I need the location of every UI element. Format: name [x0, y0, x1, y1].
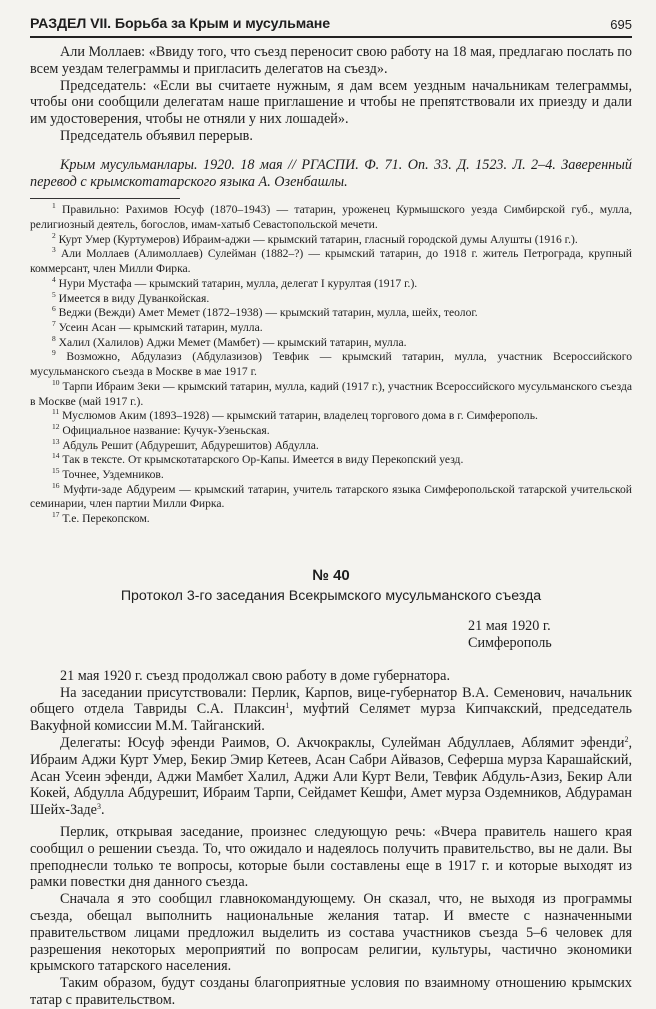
body-paragraph: 21 мая 1920 г. съезд продолжал свою работу в доме губернатора.	[60, 667, 450, 684]
footnote-divider	[30, 198, 180, 199]
body-paragraph: Делегаты: Юсуф эфенди Раимов, О. Акчокраклы, Сулейман Абдуллаев, Аблямит эфенди$^2$, Ибраим Аджи Курт Умер, Бекир Эмир Кетеев, Асан Сабри Айвазов, Сеферша мурза Карашайский, Асан Усеин эфенди, Аджи Мамбет Халил, Аджи Али Курт Вели, Тевфик Абдуль-Азиз, Бекир Али Кокей, Абдулла Абдурешит, Ибраим Тарпи, Сейдамет Кешфи, Амет мурза Оздемников, Абдураман Шейх-Заде$^3$.	[30, 735, 632, 819]
page-number: 695	[610, 17, 632, 32]
protocol-body	[30, 668, 632, 1009]
footnote: $^9$ Возможно, Абдулазиз (Абдулазизов) Тевфик — крымский татарин, мулла, участник Всероссийского мусульманского съезда в Москве в мае 1917 г.	[30, 348, 632, 379]
footnote: $^5$ Имеется в виду Дуванкойская.	[52, 289, 210, 305]
footnote: $^6$ Веджи (Вежди) Амет Мемет (1872–1938) — крымский татарин, мулла, шейх, теолог.	[52, 304, 478, 320]
footnote-ref: 1	[285, 701, 290, 711]
body-paragraph: Сначала я это сообщил главнокомандующему. Он сказал, что, не выходя из программы съезда, обещал выполнить национальные желания татар. И вместе с назначенными правительством лицами предложил выделить из состава участников съезда 5–6 человек для разрешения некоторых мероприятий по вопросам религии, культуры, частично экономики крымского татарского населения.	[30, 891, 632, 975]
footnote: $^{11}$ Муслюмов Аким (1893–1928) — крымский татарин, владелец торгового дома в г. Симферополь.	[52, 407, 538, 423]
footnote: $^{10}$ Тарпи Ибраим Зеки — крымский татарин, мулла, кадий (1917 г.), участник Всероссийского мусульманского съезда в Москве (май 1917 г.).	[30, 377, 632, 408]
footnote: $^2$ Курт Умер (Куртумеров) Ибраим-аджи — крымский татарин, гласный городской думы Алушты (1916 г.).	[52, 230, 578, 246]
footnote: $^{12}$ Официальное название: Кучук-Узеньская.	[52, 421, 270, 437]
document-place: Симферополь	[468, 634, 552, 651]
body-paragraph: Таким образом, будут созданы благоприятные условия по взаимному отношению крымских татар с правительством.	[30, 975, 632, 1008]
footnote-ref: 2	[624, 735, 629, 745]
intro-paragraph: Председатель объявил перерыв.	[60, 127, 253, 144]
footnote: $^8$ Халил (Халилов) Аджи Мемет (Мамбет) — крымский татарин, мулла.	[52, 333, 407, 349]
footnote: $^4$ Нури Мустафа — крымский татарин, мулла, делегат I курултая (1917 г.).	[52, 274, 418, 290]
footnote: $^{13}$ Абдуль Решит (Абдурешит, Абдурешитов) Абдулла.	[52, 436, 319, 452]
footnote: $^{17}$ Т.е. Перекопском.	[52, 510, 150, 526]
footnote: $^7$ Усеин Асан — крымский татарин, мулла.	[52, 319, 263, 334]
page-content	[30, 44, 632, 1009]
document-date: 21 мая 1920 г.	[468, 617, 551, 634]
intro-paragraph: Председатель: «Если вы считаете нужным, я дам всем уездным начальникам телеграммы, чтобы они сообщили делегатам наше приглашение и чтобы не препятствовали их приезду и дали им удостоверения, чтобы не отняли у них лошадей».	[30, 77, 632, 128]
footnote: $^3$ Али Моллаев (Алимоллаев) Сулейман (1882–?) — крымский татарин, до 1918 г. житель Петрограда, крупный коммерсант, член Милли Фирка.	[30, 245, 632, 276]
dateline	[468, 618, 632, 652]
body-paragraph: На заседании присутствовали: Перлик, Карпов, вице-губернатор В.А. Семенович, начальник общего отдела Тавриды С.А. Плаксин$^1$, муфтий Селямет мурза Кипчакский, председатель Вакуфной комиссии М.М. Тайганский.	[30, 684, 632, 735]
footnote: $^{14}$ Так в тексте. От крымскотатарского Ор-Капы. Имеется в виду Перекопский уезд.	[52, 451, 464, 467]
section-title: РАЗДЕЛ VII. Борьба за Крым и мусульмане	[30, 16, 331, 32]
running-header	[30, 16, 632, 38]
intro-paragraph: Али Моллаев: «Ввиду того, что съезд переносит свою работу на 18 мая, предлагаю послать по всем уездам телеграммы и пригласить делегатов на съезд».	[30, 44, 632, 77]
document-title: Протокол 3-го заседания Всекрымского мусульманского съезда	[120, 587, 542, 604]
footnote: $^1$ Правильно: Рахимов Юсуф (1870–1943) — татарин, уроженец Курмышского уезда Симбирской губ., мулла, религиозный деятель, богослов, имам-хатыб Севастопольской мечети.	[30, 201, 632, 232]
document-number: № 40	[312, 566, 350, 584]
footnote: $^{15}$ Точнее, Уздемников.	[52, 466, 164, 482]
source-note: Крым мусульманлары. 1920. 18 мая // РГАСПИ. Ф. 71. Оп. 33. Д. 1523. Л. 2–4. Заверенный перевод с крымскотатарского языка А. Озенбашлы.	[30, 156, 632, 190]
footnote-ref: 3	[96, 802, 101, 812]
footnotes	[30, 203, 632, 526]
body-paragraph: Перлик, открывая заседание, произнес следующую речь: «Вчера правитель нашего края сообщил о решении съезда. То, что ожидало и надеялось получить правительство, вы не дали. Вы преподнесли только те вопросы, которые были составлены еще в 1917 г. и которые выходят из рамки повестки дня данного съезда.	[30, 824, 632, 891]
footnote: $^{16}$ Муфти-заде Абдуреим — крымский татарин, учитель татарского языка Симферопольской татарской учительской семинарии, член партии Милли Фирка.	[30, 480, 632, 511]
